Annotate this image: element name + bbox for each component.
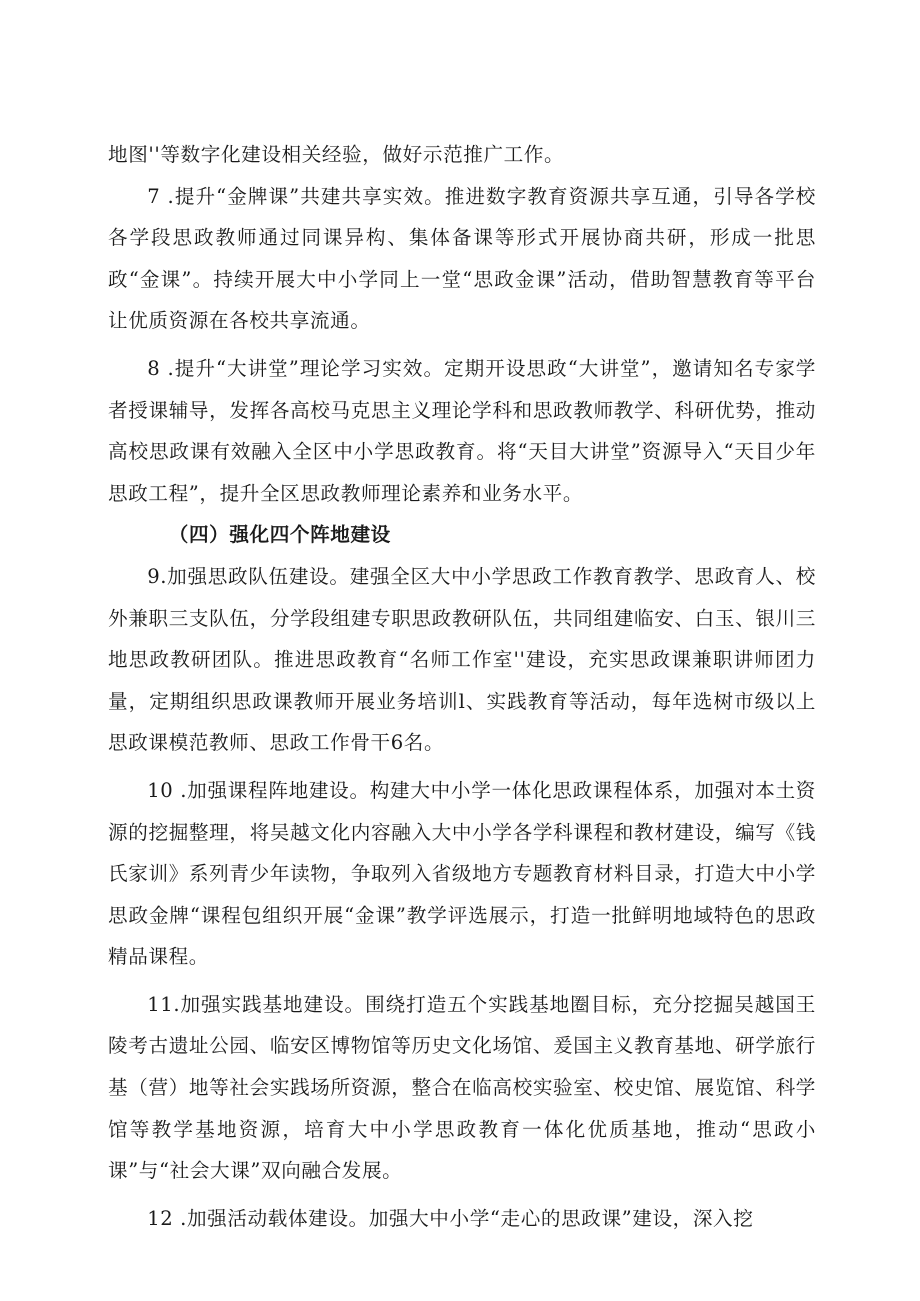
section-heading-4: （四）强化四个阵地建设 (168, 523, 391, 547)
paragraph-item-11: 11.加强实践基地建设。围绕打造五个实践基地圈目标，充分挖掘吴越国王陵考古遗址公园、临安区博物馆等历史文化场馆、爰国主义教育基地、研学旅行基（营）地等社会实践场所资源，整合在临高校实验室、校史馆、展览馆、科学馆等教学基地资源，培育大中小学思政教育一体化优质基地，推动“思政小课”与“社会大课”双向融合发展。 (108, 992, 816, 1183)
paragraph-item-12: 12 .加强活动载体建设。加强大中小学“走心的思政课”建设，深入挖 (147, 1206, 754, 1230)
paragraph-continuation: 地图''等数字化建设相关经验，做好示范推广工作。 (108, 143, 565, 166)
paragraph-item-8: 8 .提升“大讲堂”理论学习实效。定期开设思政“大讲堂”，邀请知名专家学者授课辅导，发挥各高校马克思主义理论学科和思政教师教学、科研优势，推动高校思政课有效融入全区中小学思政教育。将“天目大讲堂”资源导入“天目少年思政工程”，提升全区思政教师理论素养和业务水平。 (108, 356, 816, 505)
paragraph-item-10: 10 .加强课程阵地建设。构建大中小学一体化思政课程体系，加强对本土资源的挖掘整理，将吴越文化内容融入大中小学各学科课程和教材建设，编写《钱氏家训》系列青少年读物，争取列入省级地方专题教育材料目录，打造大中小学思政金牌“课程包组织开展“金课”教学评选展示，打造一批鲜明地域特色的思政精品课程。 (108, 778, 816, 969)
paragraph-item-9: 9.加强思政队伍建设。建强全区大中小学思政工作教育教学、思政育人、校外兼职三支队伍，分学段组建专职思政教研队伍，共同组建临安、白玉、银川三地思政教研团队。推进思政教育“名师工作室''建设，充实思政课兼职讲师团力量，定期组织思政课教师开展业务培训l、实践教育等活动，每年选树市级以上思政课模范教师、思政工作骨干6名。 (108, 564, 816, 755)
paragraph-item-7: 7 .提升“金牌课”共建共享实效。推进数字教育资源共享互通，引导各学校各学段思政教师通过同课异构、集体备课等形式开展协商共研，形成一批思政“金课”。持续开展大中小学同上一堂“思政金课”活动，借助智慧教育等平台让优质资源在各校共享流通。 (108, 184, 816, 333)
